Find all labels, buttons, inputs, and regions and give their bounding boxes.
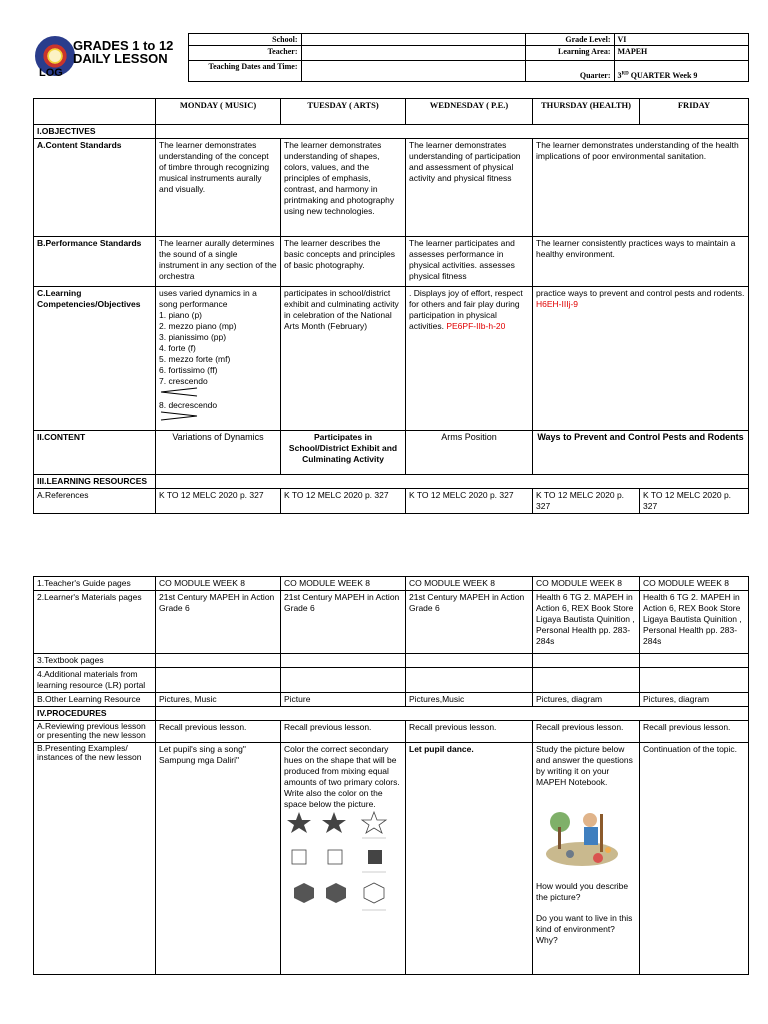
lm-pages-thu: Health 6 TG 2. MAPEH in Action 6, REX Book Store Ligaya Bautista Quinition , Personal Health pp. 283-284s bbox=[533, 591, 640, 654]
tg-pages-mon: CO MODULE WEEK 8 bbox=[156, 577, 281, 591]
other-resources-mon: Pictures, Music bbox=[156, 693, 281, 707]
additional-materials-label: 4.Additional materials from learning resource (LR) portal bbox=[34, 668, 156, 693]
presenting-thu: Study the picture below and answer the questions by writing it on your MAPEH Notebook. How would you describe the picture? Do you want to live in this kind of environment? Why? bbox=[533, 743, 640, 975]
presenting-mon: Let pupil's sing a song" Sampung mga Daliri" bbox=[156, 743, 281, 975]
tg-pages-fri: CO MODULE WEEK 8 bbox=[640, 577, 749, 591]
presenting-wed: Let pupil dance. bbox=[406, 743, 533, 975]
lm-pages-wed: 21st Century MAPEH in Action Grade 6 bbox=[406, 591, 533, 654]
tg-pages-wed: CO MODULE WEEK 8 bbox=[406, 577, 533, 591]
content-mon: Variations of Dynamics bbox=[156, 431, 281, 475]
section-objectives: I.OBJECTIVES bbox=[34, 125, 156, 139]
other-resources-thu: Pictures, diagram bbox=[533, 693, 640, 707]
content-standards-wed: The learner demonstrates understanding of participation and assessment of physical activity and physical fitness bbox=[406, 139, 533, 237]
quarter-label: Quarter: bbox=[525, 61, 614, 82]
reviewing-fri: Recall previous lesson. bbox=[640, 721, 749, 743]
grade-label: Grade Level: bbox=[525, 34, 614, 46]
reviewing-thu: Recall previous lesson. bbox=[533, 721, 640, 743]
school-value[interactable] bbox=[301, 34, 525, 46]
tg-pages-label: 1.Teacher's Guide pages bbox=[34, 577, 156, 591]
environment-picture bbox=[542, 792, 622, 872]
logo-log-text: LOG bbox=[39, 67, 63, 79]
other-resources-tue: Picture bbox=[281, 693, 406, 707]
day-header-thursday: THURSDAY (HEALTH) bbox=[533, 99, 640, 125]
content-standards-mon: The learner demonstrates understanding of the concept of timbre through recognizing musical instruments aurally and visually. bbox=[156, 139, 281, 237]
references-tue: K TO 12 MELC 2020 p. 327 bbox=[281, 489, 406, 514]
competencies-label: C.Learning Competencies/Objectives bbox=[34, 287, 156, 431]
teacher-value[interactable] bbox=[301, 46, 525, 61]
competency-code-wed: PE6PF-IIb-h-20 bbox=[446, 321, 506, 331]
reviewing-tue: Recall previous lesson. bbox=[281, 721, 406, 743]
references-label: A.References bbox=[34, 489, 156, 514]
section-procedures: IV.PROCEDURES bbox=[34, 707, 156, 721]
dates-label: Teaching Dates and Time: bbox=[188, 61, 301, 82]
other-resources-wed: Pictures,Music bbox=[406, 693, 533, 707]
grade-value[interactable]: VI bbox=[614, 34, 748, 46]
performance-standards-wed: The learner participates and assesses performance in physical activities. assesses physical fitness bbox=[406, 237, 533, 287]
area-label: Learning Area: bbox=[525, 46, 614, 61]
lm-pages-mon: 21st Century MAPEH in Action Grade 6 bbox=[156, 591, 281, 654]
presenting-label: B.Presenting Examples/ instances of the new lesson bbox=[34, 743, 156, 975]
references-mon: K TO 12 MELC 2020 p. 327 bbox=[156, 489, 281, 514]
other-resources-label: B.Other Learning Resource bbox=[34, 693, 156, 707]
presenting-fri: Continuation of the topic. bbox=[640, 743, 749, 975]
school-label: School: bbox=[188, 34, 301, 46]
content-thu-fri: Ways to Prevent and Control Pests and Rodents bbox=[533, 431, 749, 475]
dates-value[interactable] bbox=[301, 61, 525, 82]
lesson-table-1 bbox=[33, 98, 749, 514]
competencies-mon: uses varied dynamics in a song performance 1. piano (p) 2. mezzo piano (mp) 3. pianissimo (pp) 4. forte (f) 5. mezzo forte (mf) 6. fortissimo (ff) 7. crescendo 8. decrescendo bbox=[156, 287, 281, 431]
content-wed: Arms Position bbox=[406, 431, 533, 475]
performance-standards-thu-fri: The learner consistently practices ways to maintain a healthy environment. bbox=[533, 237, 749, 287]
teacher-label: Teacher: bbox=[188, 46, 301, 61]
content-tue: Participates in School/District Exhibit and Culminating Activity bbox=[281, 431, 406, 475]
references-fri: K TO 12 MELC 2020 p. 327 bbox=[640, 489, 749, 514]
competencies-thu-fri: practice ways to prevent and control pests and rodents. H6EH-IIIj-9 bbox=[533, 287, 749, 431]
logo-title: GRADES 1 to 12 DAILY LESSON bbox=[73, 38, 174, 66]
crescendo-icon bbox=[159, 387, 199, 397]
content-standards-thu-fri: The learner demonstrates understanding of the health implications of poor environmental sanitation. bbox=[533, 139, 749, 237]
day-header-monday: MONDAY ( MUSIC) bbox=[156, 99, 281, 125]
lm-pages-fri: Health 6 TG 2. MAPEH in Action 6, REX Book Store Ligaya Bautista Quinition , Personal Health pp. 283-284s bbox=[640, 591, 749, 654]
reviewing-wed: Recall previous lesson. bbox=[406, 721, 533, 743]
other-resources-fri: Pictures, diagram bbox=[640, 693, 749, 707]
tg-pages-thu: CO MODULE WEEK 8 bbox=[533, 577, 640, 591]
competencies-tue: participates in school/district exhibit and culminating activity in celebration of the National Arts Month (February) bbox=[281, 287, 406, 431]
logo bbox=[33, 33, 188, 90]
lesson-table-2 bbox=[33, 576, 749, 975]
textbook-pages-label: 3.Textbook pages bbox=[34, 654, 156, 668]
content-standards-label: A.Content Standards bbox=[34, 139, 156, 237]
color-shapes-diagram bbox=[284, 810, 399, 920]
day-header-wednesday: WEDNESDAY ( P.E.) bbox=[406, 99, 533, 125]
references-thu: K TO 12 MELC 2020 p. 327 bbox=[533, 489, 640, 514]
corner-cell bbox=[34, 99, 156, 125]
day-header-tuesday: TUESDAY ( ARTS) bbox=[281, 99, 406, 125]
decrescendo-icon bbox=[159, 411, 199, 421]
performance-standards-tue: The learner describes the basic concepts and principles of basic photography. bbox=[281, 237, 406, 287]
references-wed: K TO 12 MELC 2020 p. 327 bbox=[406, 489, 533, 514]
reviewing-label: A.Reviewing previous lesson or presenting the new lesson bbox=[34, 721, 156, 743]
performance-standards-mon: The learner aurally determines the sound of a single instrument in any section of the orchestra bbox=[156, 237, 281, 287]
lm-pages-label: 2.Learner's Materials pages bbox=[34, 591, 156, 654]
section-resources: III.LEARNING RESOURCES bbox=[34, 475, 156, 489]
lm-pages-tue: 21st Century MAPEH in Action Grade 6 bbox=[281, 591, 406, 654]
area-value[interactable]: MAPEH bbox=[614, 46, 748, 61]
day-header-friday: FRIDAY bbox=[640, 99, 749, 125]
competencies-wed: . Displays joy of effort, respect for others and fair play during participation in physical activities. PE6PF-IIb-h-20 bbox=[406, 287, 533, 431]
reviewing-mon: Recall previous lesson. bbox=[156, 721, 281, 743]
performance-standards-label: B.Performance Standards bbox=[34, 237, 156, 287]
content-standards-tue: The learner demonstrates understanding of shapes, colors, values, and the principles of emphasis, contrast, and harmony in printmaking and photography using new technologies. bbox=[281, 139, 406, 237]
presenting-tue: Color the correct secondary hues on the shape that will be produced from mixing equal amounts of two primary colors. Write also the color on the space below the picture. bbox=[281, 743, 406, 975]
section-content: II.CONTENT bbox=[34, 431, 156, 475]
competency-code-thu: H6EH-IIIj-9 bbox=[536, 299, 579, 309]
quarter-value[interactable]: 3RD QUARTER Week 9 bbox=[614, 61, 748, 82]
tg-pages-tue: CO MODULE WEEK 8 bbox=[281, 577, 406, 591]
